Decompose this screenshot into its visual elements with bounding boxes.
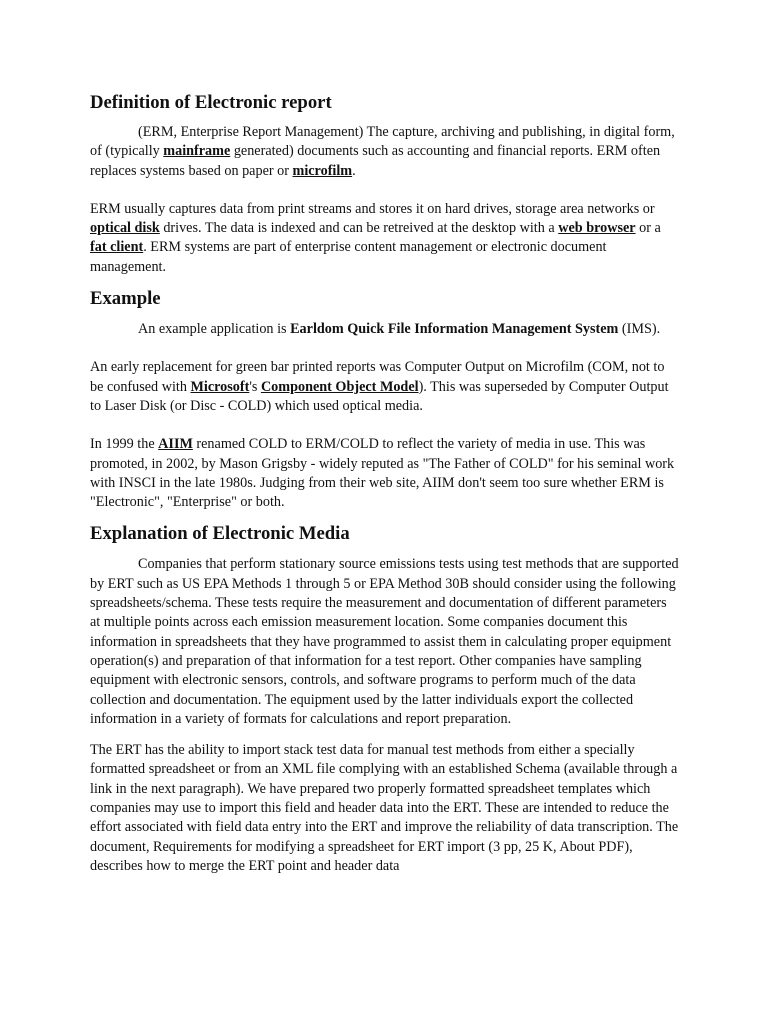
link-microsoft[interactable]: Microsoft (190, 378, 250, 395)
text-run: . (352, 162, 356, 179)
paragraph-emissions-tests: Companies that perform stationary source emissions tests using test methods that are supported by ERT such as US EPA Methods 1 through 5 or EPA Method 30B should consider using the following spreadsheets/schema. These tests require the measurement and documentation of different parameters at multiple points across each emission measurement location. Some companies document this information in spreadsheets that they have programmed to assist them in calculating proper equipment operation(s) and preparation of that information for a test report. Other companies have sampling equipment with electronic sensors, controls, and software programs to perform much of the data collection and documentation. The equipment used by the latter individuals export the collected information in a variety of formats for calculations and report preparation. (90, 556, 679, 727)
text-run: generated) documents such as accounting and financial reports. ERM often replaces systems based on paper or (90, 143, 661, 179)
heading-electronic-media: Explanation of Electronic Media (90, 523, 350, 545)
document-page (90, 90, 680, 876)
paragraph-erm-storage (90, 200, 680, 277)
bold-system-name: Earldom Quick File Information Management System (290, 321, 619, 338)
text-run: (ERM, Enterprise Report Management) The capture, archiving and publishing, in digital form, of (typically (90, 124, 675, 160)
heading-definition: Definition of Electronic report (90, 92, 332, 113)
paragraph-aiim-history (90, 435, 680, 512)
link-microfilm[interactable]: microfilm (292, 162, 353, 179)
paragraph-example-application (90, 320, 680, 339)
text-run: . ERM systems are part of enterprise content management or electronic document management. (90, 239, 607, 275)
text-run: ERM usually captures data from print streams and stores it on hard drives, storage area networks or (90, 200, 655, 217)
text-run: An early replacement for green bar printed reports was Computer Output on Microfilm (COM, not to be confused with (90, 359, 665, 395)
paragraph-ert-import: The ERT has the ability to import stack test data for manual test methods from either a specially formatted spreadsheet or from an XML file complying with an established Schema (available through a link in the next paragraph). We have prepared two properly formatted spreadsheet templates which companies may use to import this field and header data into the ERT. These are intended to reduce the effort associated with field data entry into the ERT and improve the reliability of data transcription. The document, Requirements for modifying a spreadsheet for ERT import (3 pp, 25 K, About PDF), describes how to merge the ERT point and header data (90, 742, 679, 874)
text-run: (IMS). (618, 321, 661, 338)
text-run: or a (635, 220, 661, 237)
heading-example: Example (90, 288, 161, 310)
text-run: In 1999 the (90, 436, 159, 453)
link-aiim[interactable]: AIIM (158, 436, 193, 453)
paragraph-com-history (90, 358, 680, 416)
text-run: drives. The data is indexed and can be retreived at the desktop with a (159, 220, 559, 237)
link-fat-client[interactable]: fat client (90, 239, 144, 256)
link-web-browser[interactable]: web browser (558, 220, 636, 237)
text-run: 's (249, 378, 261, 395)
text-run: ). This was superseded by Computer Output to Laser Disk (or Disc - COLD) which used optical media. (90, 378, 669, 414)
paragraph-erm-definition (90, 123, 680, 181)
link-component-object-model[interactable]: Component Object Model (260, 378, 419, 395)
link-mainframe[interactable]: mainframe (163, 143, 231, 160)
text-run: renamed COLD to ERM/COLD to reflect the variety of media in use. This was promoted, in 2002, by Mason Grigsby - widely reputed as "The Father of COLD" for his seminal work with INSCI in the late 1980s. Judging from their web site, AIIM don't seem too sure whether ERM is "Electronic", "Enterprise" or both. (90, 436, 675, 511)
text-run: An example application is (138, 321, 291, 338)
link-optical-disk[interactable]: optical disk (90, 220, 160, 237)
